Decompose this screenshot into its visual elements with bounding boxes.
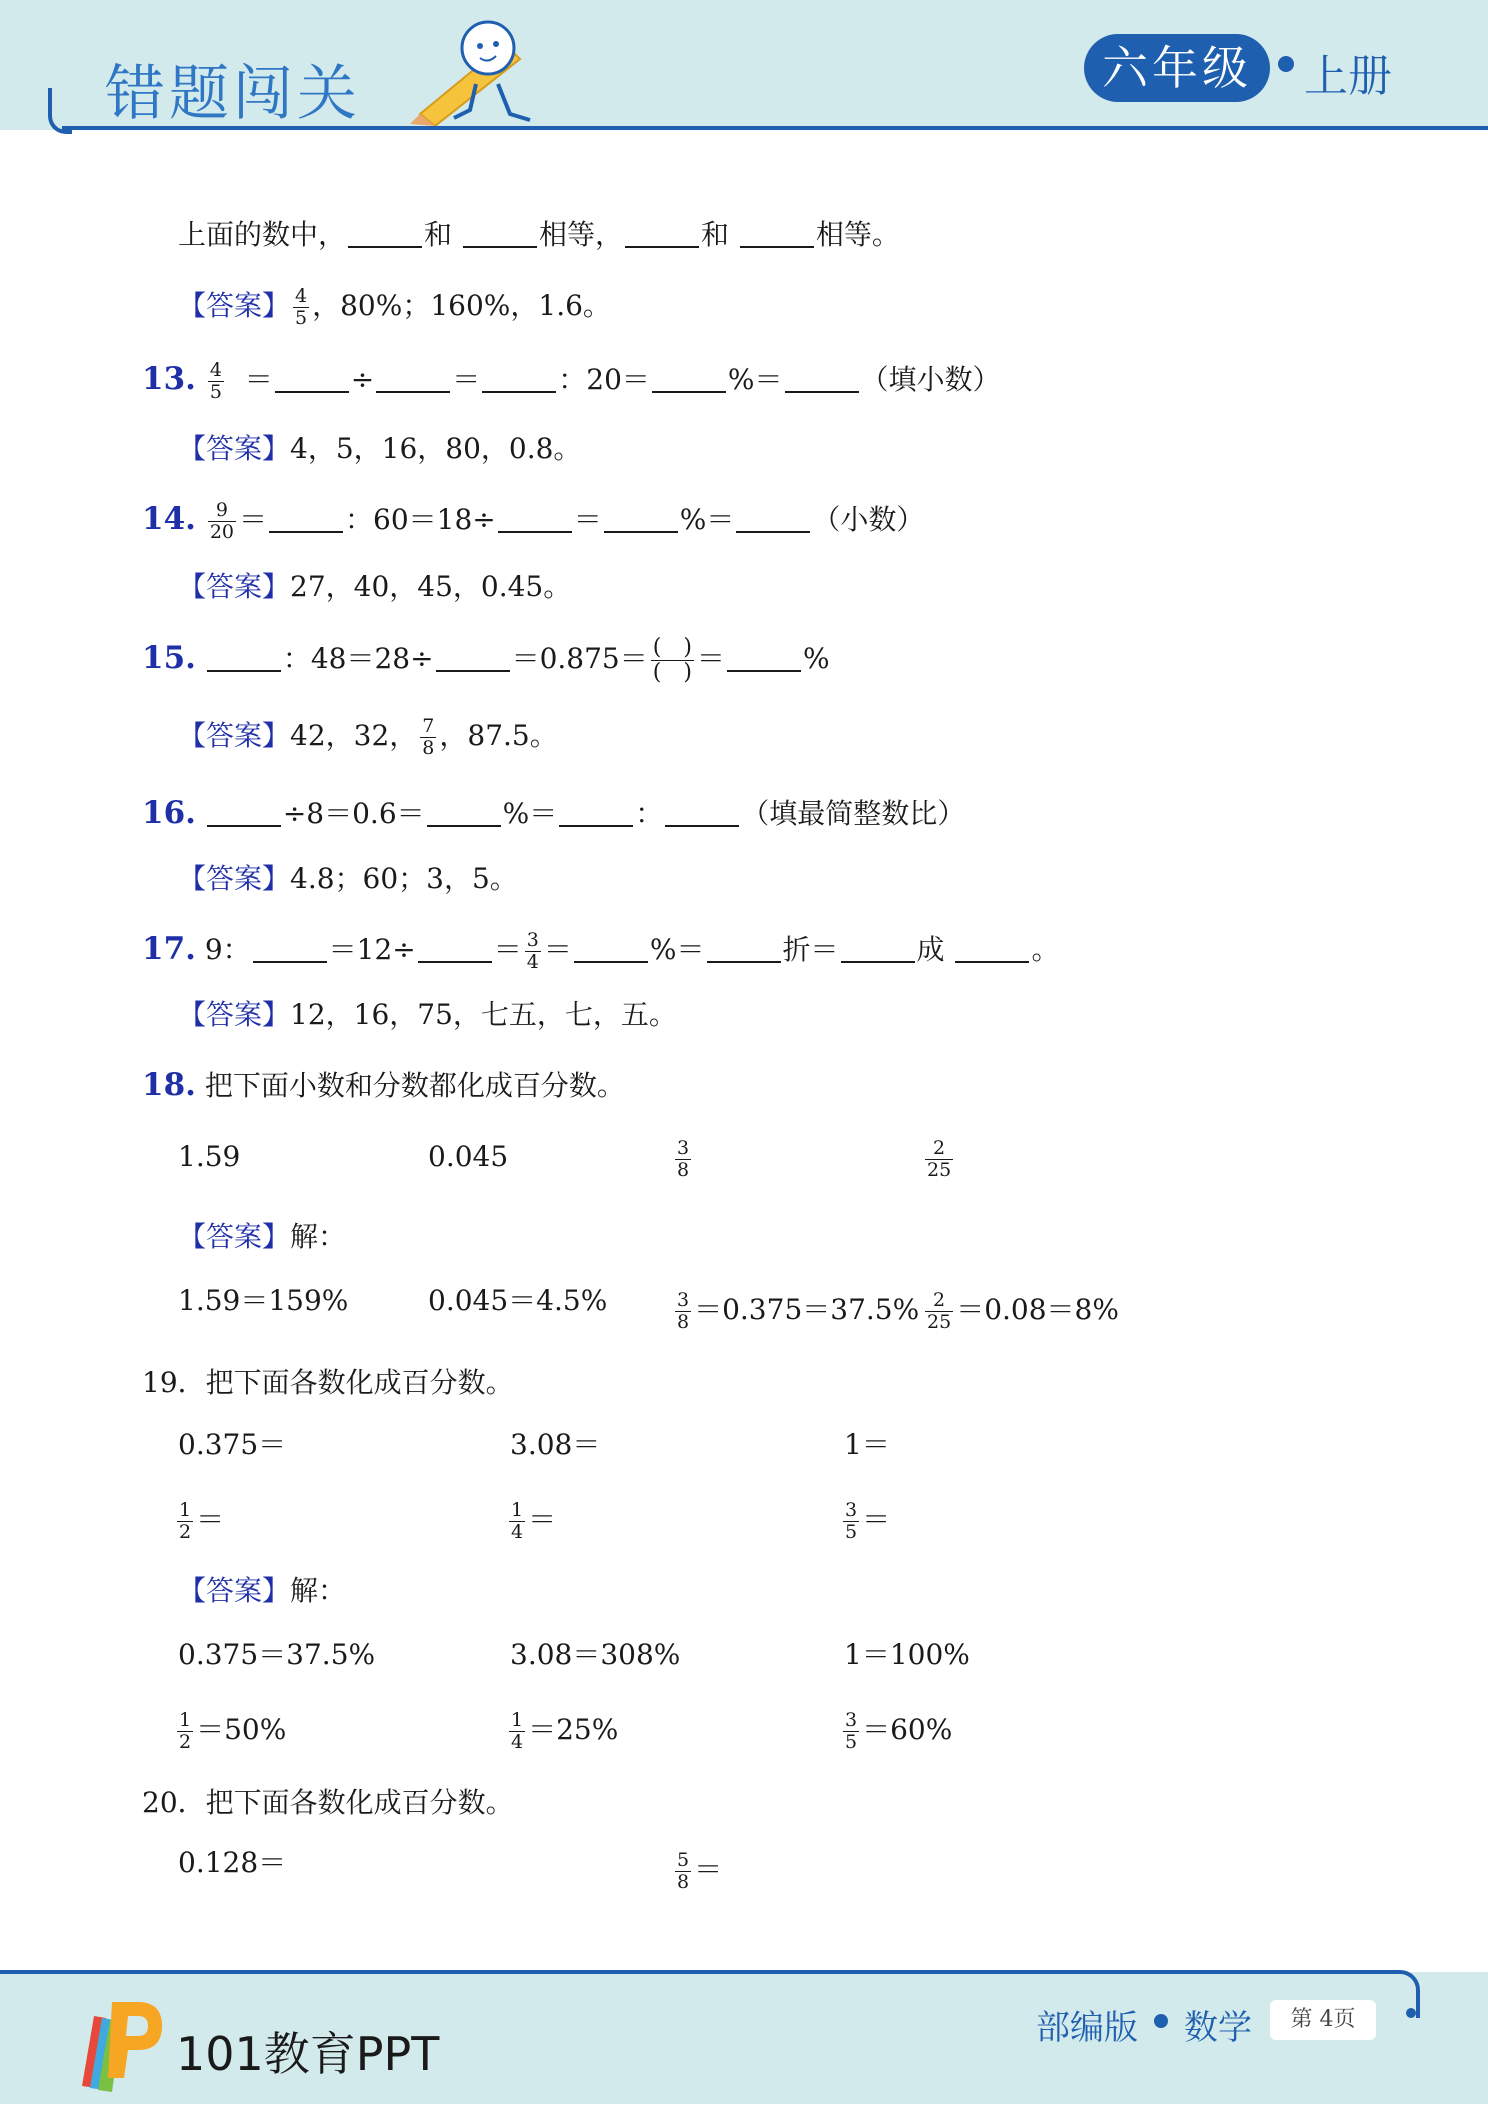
blank [707, 933, 781, 963]
q12-line: 上面的数中， 和 相等， 和 相等。 [178, 218, 900, 251]
q19-answer-6: $\frac{3}{5}$ ＝60% [845, 1709, 953, 1753]
blank [207, 797, 281, 827]
q18-title: 18. 把下面小数和分数都化成百分数。 [142, 1067, 625, 1103]
volume-label: 上册 [1304, 51, 1392, 102]
q16-answer: 【答案】4.8；60；3，5。 [178, 862, 518, 895]
fraction: $\frac{5}{8}$ [677, 1849, 690, 1893]
blank [376, 363, 450, 393]
grade-badge: 六年级 [1084, 34, 1270, 102]
blank [269, 503, 343, 533]
q15-answer: 【答案】42，32， $\frac{7}{8}$ ，87.5。 [178, 715, 558, 759]
q18-answer-2: 0.045＝4.5% [428, 1284, 608, 1317]
blank [841, 933, 915, 963]
q19-item-2: 3.08＝ [510, 1428, 601, 1461]
blank [482, 363, 556, 393]
fraction: $\frac{1}{2}$ [179, 1709, 192, 1753]
q19-item-3: 1＝ [844, 1428, 890, 1461]
blank [559, 797, 633, 827]
blank [785, 363, 859, 393]
q19-item-5: $\frac{1}{4}$ ＝ [511, 1499, 557, 1543]
fraction: $\frac{3}{8}$ [677, 1289, 690, 1333]
q19-answer-5: $\frac{1}{4}$ ＝25% [511, 1709, 619, 1753]
q18-item-3 [672, 1138, 694, 1181]
blank [665, 797, 739, 827]
fraction: $\frac{1}{4}$ [511, 1499, 524, 1543]
q19-answer-tag: 【答案】解： [178, 1574, 347, 1607]
fraction: $\frac{9}{20}$ [209, 499, 235, 543]
blank [727, 642, 801, 672]
q15-line: 15. ：48＝28÷ ＝0.875＝ $\frac{( )}{( )}$ ＝ % [142, 635, 830, 685]
blank [436, 642, 510, 672]
q20-item-1: 0.128＝ [178, 1846, 287, 1879]
footer-separator-dot-icon [1154, 2014, 1168, 2028]
fraction: $\frac{2}{25}$ [927, 1289, 952, 1333]
q18-answer-4: $\frac{2}{25}$ ＝0.08＝8% [927, 1289, 1119, 1333]
q18-answer-tag: 【答案】解： [178, 1220, 347, 1253]
q16-line: 16. ÷8＝0.6＝ %＝ ： （填最简整数比） [142, 795, 966, 831]
q20-item-2: $\frac{5}{8}$ ＝ [677, 1849, 723, 1893]
blank [652, 363, 726, 393]
blank [498, 503, 572, 533]
brand-title: 错题闯关 [105, 59, 361, 129]
q19-answer-1: 0.375＝37.5% [178, 1638, 376, 1671]
blank [463, 218, 537, 248]
blank [207, 642, 281, 672]
q19-item-4: $\frac{1}{2}$ ＝ [179, 1499, 225, 1543]
q18-answer-3: $\frac{3}{8}$ ＝0.375＝37.5% [677, 1289, 920, 1333]
blank [275, 363, 349, 393]
q14-line: 14. $\frac{9}{20}$ ＝ ：60＝18÷ ＝ %＝ （小数） [142, 499, 925, 543]
fraction: $\frac{2}{25}$ [927, 1137, 952, 1181]
q17-line: 17. 9： ＝12÷ ＝ $\frac{3}{4}$ ＝ %＝ 折＝ 成 。 [142, 929, 1060, 973]
101-logo-icon [68, 1996, 164, 2092]
blank [253, 933, 327, 963]
blank [955, 933, 1029, 963]
q13-line: 13. $\frac{4}{5}$ ＝ ÷ ＝ ：20＝ %＝ （填小数） [142, 359, 1001, 403]
fraction: $\frac{3}{8}$ [677, 1137, 690, 1181]
fraction: $\frac{( )}{( )}$ [652, 635, 692, 685]
blank [740, 218, 814, 248]
blank [736, 503, 810, 533]
footer-rule [0, 1970, 1400, 1974]
blank [574, 933, 648, 963]
fraction: $\frac{4}{5}$ [295, 285, 308, 329]
q12-answer: 【答案】 $\frac{4}{5}$ ，80%；160%，1.6。 [178, 285, 611, 329]
edition-label: 部编版 [1036, 2008, 1138, 2048]
blank [348, 218, 422, 248]
q18-answer-1: 1.59＝159% [178, 1284, 349, 1317]
q19-title: 19．把下面各数化成百分数。 [142, 1366, 514, 1399]
fraction: $\frac{3}{4}$ [526, 929, 539, 973]
q19-answer-3: 1＝100% [844, 1638, 970, 1671]
q19-item-1: 0.375＝ [178, 1428, 287, 1461]
q20-title: 20．把下面各数化成百分数。 [142, 1786, 514, 1819]
fraction: $\frac{7}{8}$ [422, 715, 435, 759]
q14-answer: 【答案】27，40，45，0.45。 [178, 570, 572, 603]
logo-text: 101教育PPT [176, 2027, 440, 2081]
subject-label: 数学 [1184, 2008, 1252, 2048]
q19-answer-2: 3.08＝308% [510, 1638, 681, 1671]
fraction: $\frac{3}{5}$ [845, 1709, 858, 1753]
fraction: $\frac{1}{2}$ [179, 1499, 192, 1543]
header-dot-icon [1278, 56, 1294, 72]
blank [418, 933, 492, 963]
q17-answer: 【答案】12，16，75，七五，七，五。 [178, 998, 677, 1031]
q13-answer: 【答案】4，5，16，80，0.8。 [178, 432, 582, 465]
footer-dot-icon [1406, 2008, 1416, 2018]
q18-item-2: 0.045 [428, 1140, 509, 1173]
blank [625, 218, 699, 248]
q19-item-6: $\frac{3}{5}$ ＝ [845, 1499, 891, 1543]
fraction: $\frac{3}{5}$ [845, 1499, 858, 1543]
blank [604, 503, 678, 533]
page-number: 第 4页 [1270, 2000, 1376, 2040]
q18-item-1: 1.59 [178, 1140, 241, 1173]
fraction: $\frac{4}{5}$ [209, 359, 222, 403]
q19-answer-4: $\frac{1}{2}$ ＝50% [179, 1709, 287, 1753]
pencil-mascot-icon [410, 14, 545, 126]
fraction: $\frac{1}{4}$ [511, 1709, 524, 1753]
blank [427, 797, 501, 827]
q18-item-4 [922, 1138, 956, 1181]
